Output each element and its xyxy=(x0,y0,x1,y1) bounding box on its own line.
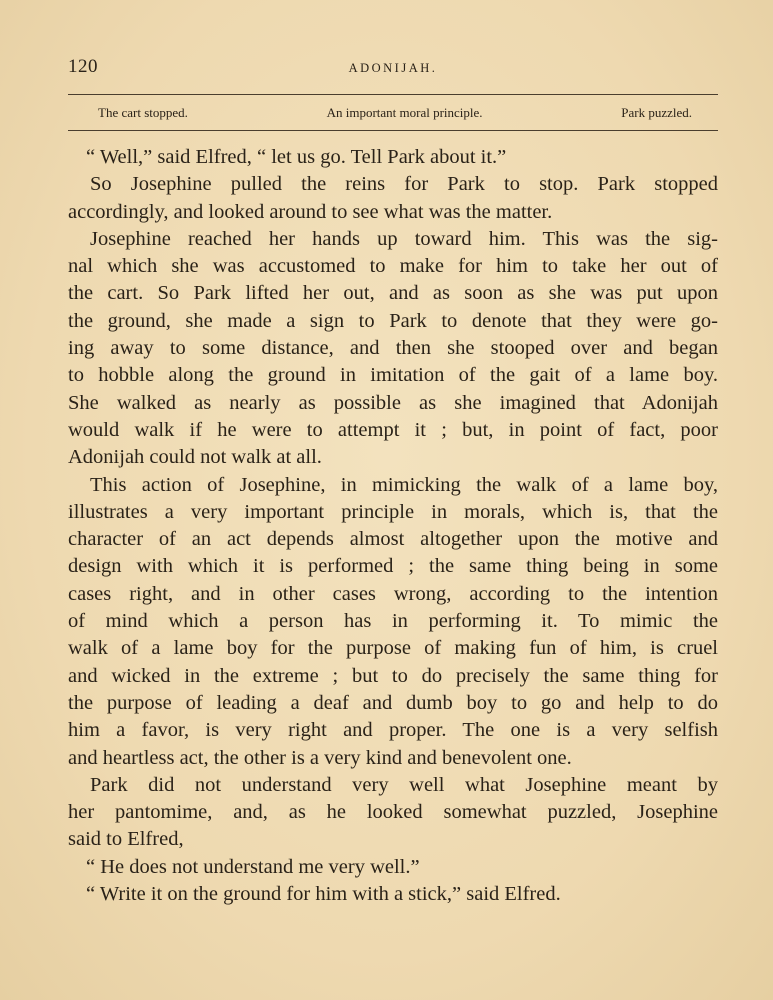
text-line: ing away to some distance, and then she stooped over and began xyxy=(68,337,718,360)
paragraph xyxy=(68,226,718,472)
body-text xyxy=(68,144,718,908)
text-line: her pantomime, and, as he looked somewhat puzzled, Josephine xyxy=(68,801,718,824)
text-line: character of an act depends almost altogether upon the motive and xyxy=(68,528,718,551)
text-line: the purpose of leading a deaf and dumb boy to go and help to do xyxy=(68,691,718,714)
text-line: nal which she was accustomed to make for him to take her out of xyxy=(68,255,718,278)
topic-heading: The cart stopped. xyxy=(98,105,188,120)
text-line: the cart. So Park lifted her out, and as soon as she was put upon xyxy=(68,282,718,305)
paragraph xyxy=(68,472,718,772)
header-rule-bottom xyxy=(68,130,718,131)
header-rule-top xyxy=(68,94,718,95)
text-line: and wicked in the extreme ; but to do precisely the same thing for xyxy=(68,664,718,687)
text-line: him a favor, is very right and proper. The one is a very selfish xyxy=(68,719,718,742)
text-line: Josephine reached her hands up toward him. This was the sig- xyxy=(90,227,718,250)
text-line: walk of a lame boy for the purpose of making fun of him, is cruel xyxy=(68,637,718,660)
text-line: “ Well,” said Elfred, “ let us go. Tell Park about it.” xyxy=(86,146,507,168)
topic-heading: An important moral principle. xyxy=(326,105,483,120)
paragraph xyxy=(68,772,718,854)
text-line: of mind which a person has in performing it. To mimic the xyxy=(68,610,718,633)
text-line: would walk if he were to attempt it ; but, in point of fact, poor xyxy=(68,418,718,441)
text-line: So Josephine pulled the reins for Park to stop. Park stopped xyxy=(90,173,718,196)
paragraph xyxy=(68,881,718,908)
paragraph xyxy=(68,144,718,171)
text-line: the ground, she made a sign to Park to denote that they were go- xyxy=(68,309,718,332)
text-line: illustrates a very important principle in morals, which is, that the xyxy=(68,500,718,523)
page-number: 120 xyxy=(68,56,98,77)
text-line: Adonijah could not walk at all. xyxy=(68,446,322,469)
text-line: accordingly, and looked around to see what was the matter. xyxy=(68,200,553,223)
page-header xyxy=(68,56,718,86)
topic-headings xyxy=(98,105,692,123)
text-line: cases right, and in other cases wrong, according to the intention xyxy=(68,582,718,605)
text-line: “ Write it on the ground for him with a stick,” said Elfred. xyxy=(86,883,561,906)
paragraph xyxy=(68,171,718,226)
text-line: This action of Josephine, in mimicking the walk of a lame boy, xyxy=(90,473,718,496)
text-line: design with which it is performed ; the same thing being in some xyxy=(68,555,718,578)
running-title: ADONIJAH. xyxy=(348,61,438,75)
text-line: said to Elfred, xyxy=(68,828,184,851)
text-line: and heartless act, the other is a very kind and benevolent one. xyxy=(68,746,572,769)
text-line: Park did not understand very well what Josephine meant by xyxy=(90,773,718,796)
text-line: to hobble along the ground in imitation of the gait of a lame boy. xyxy=(68,364,718,387)
paragraph xyxy=(68,854,718,881)
topic-heading: Park puzzled. xyxy=(621,105,692,120)
text-line: She walked as nearly as possible as she imagined that Adonijah xyxy=(68,391,718,414)
text-line: “ He does not understand me very well.” xyxy=(86,855,420,878)
